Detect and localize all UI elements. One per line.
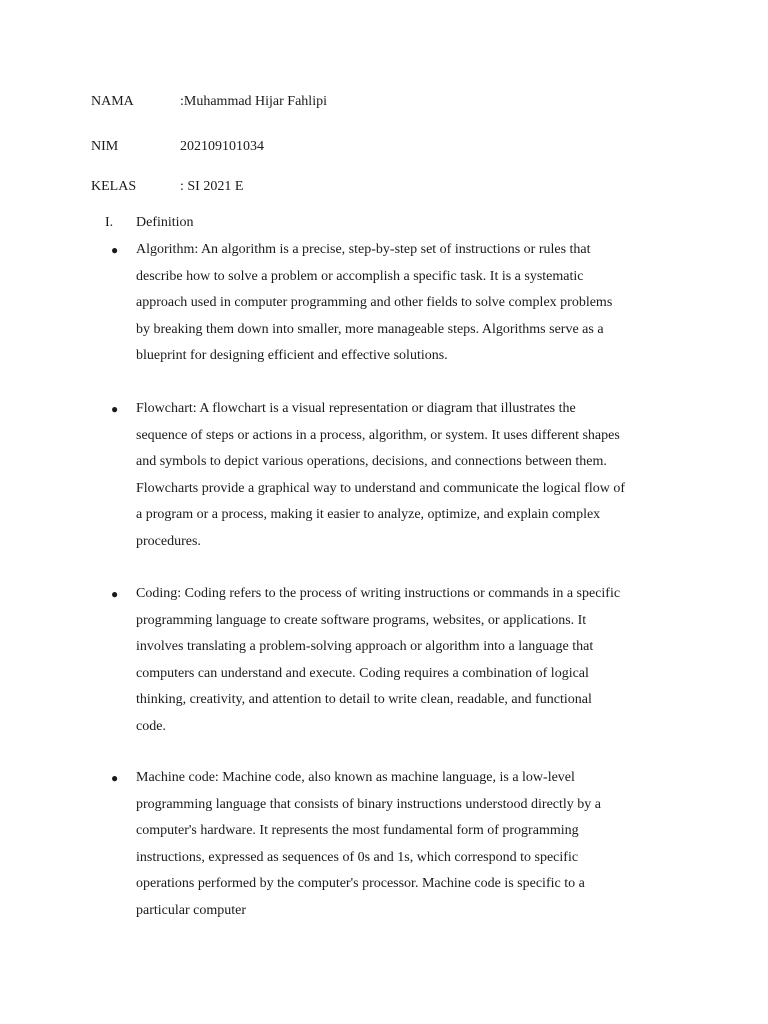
text-line: involves translating a problem-solving approach or algorithm into a language that bbox=[136, 639, 594, 654]
section-title: Definition bbox=[136, 215, 194, 230]
text-line: blueprint for designing efficient and effective solutions. bbox=[136, 348, 448, 363]
definition-text bbox=[136, 396, 666, 555]
bullet-icon: ● bbox=[111, 771, 119, 785]
bullet-icon: ● bbox=[111, 402, 119, 416]
text-line: Coding: Coding refers to the process of writing instructions or commands in a specific bbox=[136, 586, 621, 601]
bullet-icon: ● bbox=[111, 243, 119, 257]
text-line: describe how to solve a problem or accomplish a specific task. It is a systematic bbox=[136, 268, 584, 284]
definition-text bbox=[136, 581, 666, 740]
text-line: instructions, expressed as sequences of 0s and 1s, which correspond to specific bbox=[136, 849, 579, 865]
section-heading bbox=[0, 212, 768, 234]
text-line: Algorithm: An algorithm is a precise, step-by-step set of instructions or rules that bbox=[136, 242, 591, 257]
text-line: programming language that consists of binary instructions understood directly by a bbox=[136, 796, 602, 812]
text-line: computer's hardware. It represents the most fundamental form of programming bbox=[136, 823, 579, 838]
text-line: sequence of steps or actions in a process, algorithm, or system. It uses different shapes bbox=[136, 427, 620, 443]
text-line: Flowcharts provide a graphical way to understand and communicate the logical flow of bbox=[136, 480, 626, 496]
text-line: approach used in computer programming and other fields to solve complex problems bbox=[136, 295, 613, 310]
section-number: I. bbox=[105, 215, 114, 230]
text-line: a program or a process, making it easier to analyze, optimize, and explain complex bbox=[136, 507, 601, 522]
nim-value: 202109101034 bbox=[180, 139, 264, 154]
nim-label: NIM bbox=[91, 139, 119, 154]
text-line: thinking, creativity, and attention to detail to write clean, readable, and functional bbox=[136, 692, 592, 707]
text-line: operations performed by the computer's processor. Machine code is specific to a bbox=[136, 876, 585, 891]
kelas-value: : SI 2021 E bbox=[180, 179, 244, 194]
text-line: and symbols to depict various operations, decisions, and connections between them. bbox=[136, 454, 607, 469]
nama-value: :Muhammad Hijar Fahlipi bbox=[180, 94, 327, 109]
text-line: Machine code: Machine code, also known as machine language, is a low-level bbox=[136, 770, 575, 785]
text-line: Flowchart: A flowchart is a visual representation or diagram that illustrates the bbox=[136, 401, 576, 416]
definition-text bbox=[136, 237, 666, 370]
text-line: programming language to create software programs, websites, or applications. It bbox=[136, 612, 587, 628]
nama-label: NAMA bbox=[91, 94, 134, 109]
kelas-label: KELAS bbox=[91, 179, 137, 194]
text-line: computers can understand and execute. Coding requires a combination of logical bbox=[136, 665, 589, 681]
bullet-icon: ● bbox=[111, 587, 119, 601]
text-line: code. bbox=[136, 718, 166, 734]
text-line: procedures. bbox=[136, 533, 201, 549]
text-line: by breaking them down into smaller, more manageable steps. Algorithms serve as a bbox=[136, 321, 604, 337]
text-line: particular computer bbox=[136, 902, 247, 918]
definition-text bbox=[136, 765, 666, 924]
